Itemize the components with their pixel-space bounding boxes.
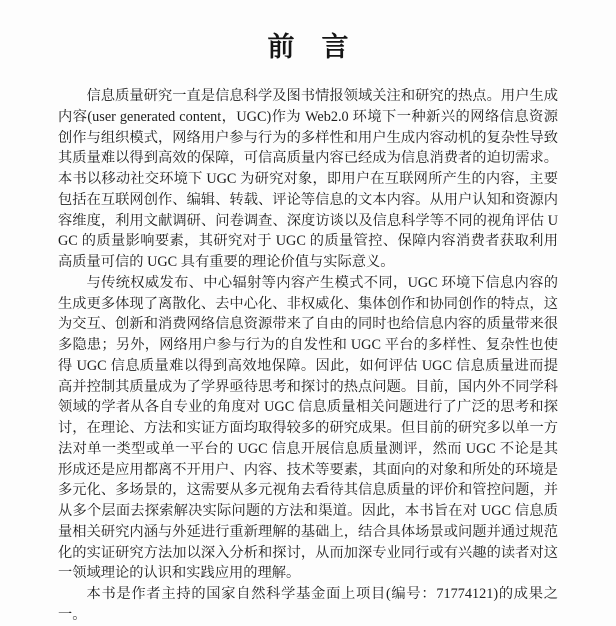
preface-paragraph-2: 与传统权威发布、中心辐射等内容产生模式不同，UGC 环境下信息内容的生成更多体现了离散化、去中心化、非权威化、集体创作和协同创作的特点，这为交互、创新和消费网络信息资源带来了自由的同时也给信息内容的质量带来很多隐患；另外，网络用户参与行为的自发性和 UGC 平台的多样性、复杂性也使得 UGC 信息质量难以得到高效地保障。因此，如何评估 UGC 信息质量进而提高并控制其质量成为了学界亟待思考和探讨的热点问题。目前，国内外不同学科领域的学者从各自专业的角度对 UGC 信息质量相关问题进行了广泛的思考和探讨，在理论、方法和实证方面均取得较多的研究成果。但目前的研究多以单一方法对单一类型或单一平台的 UGC 信息开展信息质量测评，然而 UGC 不论是其形成还是应用都离不开用户、内容、技术等要素，其面向的对象和所处的环境是多元化、多场景的，这需要从多元视角去看待其信息质量的评价和管控问题，并从多个层面去探索解决实际问题的方法和渠道。因此，本书旨在对 UGC 信息质量相关研究内涵与外延进行重新理解的基础上，结合具体场景或问题并通过规范化的实证研究方法加以深入分析和探讨，从而加深专业同行或有兴趣的读者对这一领域理论的认识和实践应用的理解。 <box>58 274 558 582</box>
preface-title: 前 言 <box>267 32 349 62</box>
preface-body <box>58 86 558 626</box>
preface-paragraph-3: 本书是作者主持的国家自然科学基金面上项目(编号：71774121)的成果之一。 <box>58 586 558 623</box>
preface-paragraph-1: 信息质量研究一直是信息科学及图书情报领域关注和研究的热点。用户生成内容(user generated content，UGC)作为 Web2.0 环境下一种新兴的网络信息资源创作与组织模式，网络用户参与行为的多样性和用户生成内容动机的复杂性导致其质量难以得到高效的保障，可信高质量内容已经成为信息消费者的迫切需求。本书以移动社交环境下 UGC 为研究对象，即用户在互联网所产生的内容，主要包括在互联网创作、编辑、转载、评论等信息的文本内容。从用户认知和资源内容维度，利用文献调研、问卷调查、深度访谈以及信息科学等不同的视角评估 UGC 的质量影响要素，其研究对于 UGC 的质量管控、保障内容消费者获取利用高质量可信的 UGC 具有重要的理论价值与实际意义。 <box>58 88 558 270</box>
